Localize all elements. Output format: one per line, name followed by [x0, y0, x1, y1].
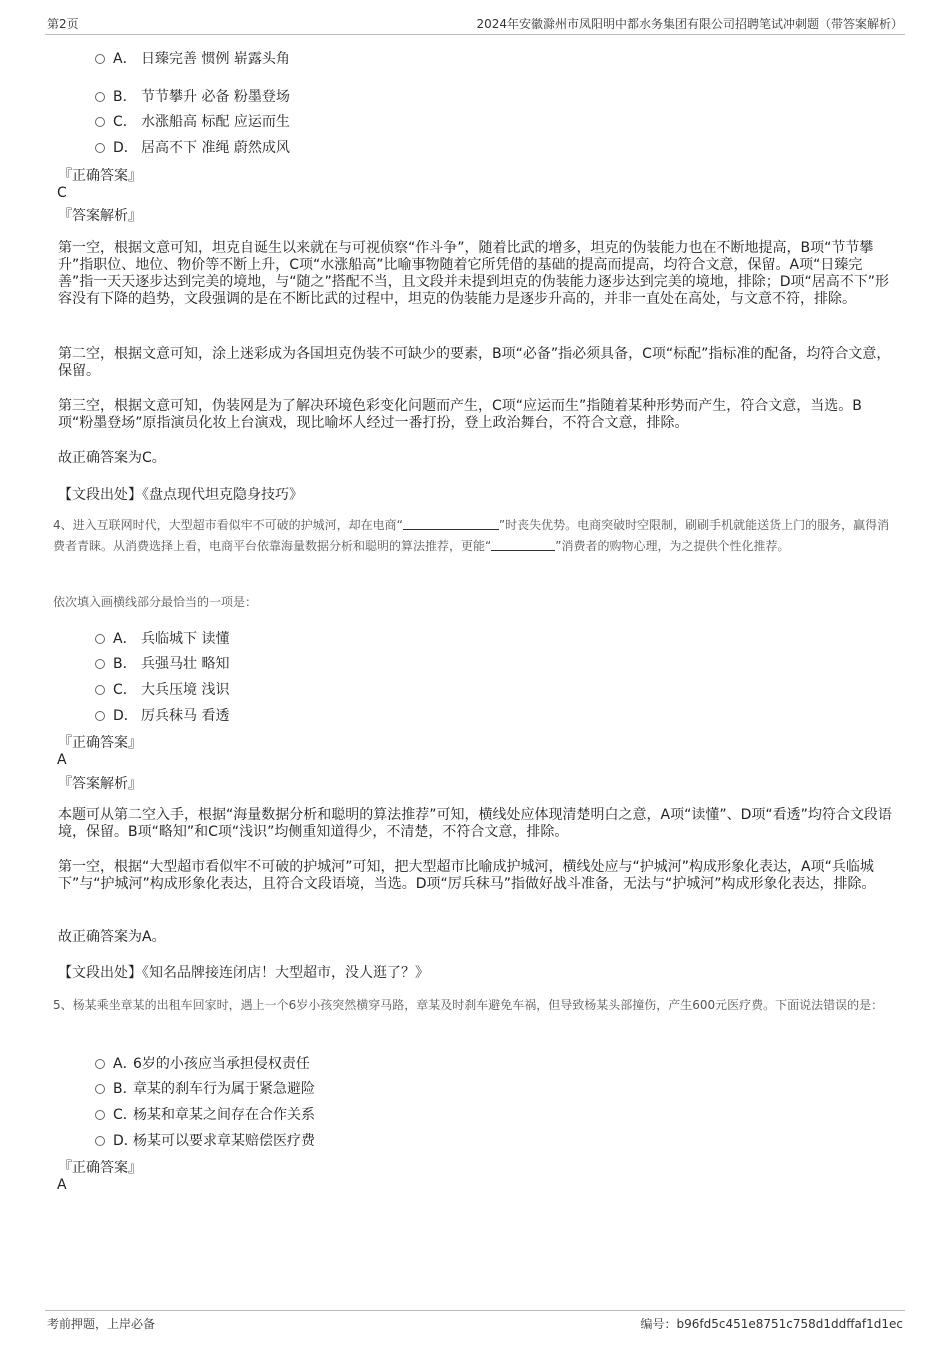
fill-blank [403, 517, 499, 530]
question-stem: 4、进入互联网时代，大型超市看似牢不可破的护城河，却在电商“ ”时丧失优势。电商突破时空限制，刷刷手机就能送货上门的服务，赢得消费者青睐。从消费选择上看，电商平台依靠海量数据分析和聪明的算法推荐，更能“ ”消费者的购物心理，为之提供个性化推荐。 [53, 518, 890, 553]
page-number: 第2页 [47, 17, 79, 31]
answer-label: 『正确答案』 [58, 735, 142, 751]
radio-icon[interactable] [95, 1084, 105, 1094]
option-c[interactable]: C． 水涨船高 标配 应运而生 [95, 111, 290, 131]
option-d[interactable]: D．杨某可以要求章某赔偿医疗费 [95, 1130, 315, 1150]
radio-icon[interactable] [95, 1136, 105, 1146]
analysis-label: 『答案解析』 [58, 776, 142, 792]
correct-answer: A [57, 752, 67, 768]
document-id: 编号：b96fd5c451e8751c758d1ddffaf1d1ec [640, 1317, 903, 1331]
option-d[interactable]: D． 厉兵秣马 看透 [95, 705, 229, 725]
page-header [45, 14, 905, 35]
option-d[interactable]: D． 居高不下 准绳 蔚然成风 [95, 137, 290, 157]
analysis-paragraph: 第三空，根据文意可知，伪装网是为了解决环境色彩变化问题而产生，C项“应运而生”指随着某种形势而产生，符合文意，当选。B项“粉墨登场”原指演员化妆上台演戏，现比喻坏人经过一番打扮，登上政治舞台，不符合文意，排除。 [58, 398, 862, 431]
source-citation: 【文段出处】《知名品牌接连闭店！大型超市，没人逛了？》 [58, 965, 429, 981]
radio-icon[interactable] [95, 92, 105, 102]
option-a[interactable]: A． 兵临城下 读懂 [95, 628, 229, 648]
footer-slogan: 考前押题，上岸必备 [47, 1317, 156, 1331]
option-b[interactable]: B． 节节攀升 必备 粉墨登场 [95, 86, 290, 106]
option-c[interactable]: C． 大兵压境 浅识 [95, 679, 229, 699]
analysis-conclusion: 故正确答案为C。 [58, 450, 166, 466]
analysis-paragraph: 本题可从第二空入手，根据“海量数据分析和聪明的算法推荐”可知，横线处应体现清楚明白之意，A项“读懂”、D项“看透”均符合文段语境，保留。B项“略知”和C项“浅识”均侧重知道得少，不清楚，不符合文意，排除。 [58, 807, 892, 840]
radio-icon[interactable] [95, 54, 105, 64]
radio-icon[interactable] [95, 1110, 105, 1120]
radio-icon[interactable] [95, 143, 105, 153]
analysis-label: 『答案解析』 [58, 208, 142, 224]
question-prompt: 依次填入画横线部分最恰当的一项是： [53, 595, 258, 609]
answer-label: 『正确答案』 [58, 1160, 142, 1176]
fill-blank [491, 538, 555, 551]
radio-icon[interactable] [95, 117, 105, 127]
option-c[interactable]: C．杨某和章某之间存在合作关系 [95, 1104, 315, 1124]
analysis-conclusion: 故正确答案为A。 [58, 929, 166, 945]
correct-answer: A [57, 1177, 67, 1193]
option-a[interactable]: A．6岁的小孩应当承担侵权责任 [95, 1053, 310, 1073]
option-b[interactable]: B．章某的刹车行为属于紧急避险 [95, 1078, 315, 1098]
question-stem: 5、杨某乘坐章某的出租车回家时，遇上一个6岁小孩突然横穿马路，章某及时刹车避免车祸，但导致杨某头部撞伤，产生600元医疗费。下面说法错误的是： [53, 998, 884, 1012]
radio-icon[interactable] [95, 659, 105, 669]
analysis-paragraph: 第一空，根据“大型超市看似牢不可破的护城河”可知，把大型超市比喻成护城河，横线处应与“护城河”构成形象化表达，A项“兵临城下”与“护城河”构成形象化表达，且符合文段语境，当选。D项“厉兵秣马”指做好战斗准备，无法与“护城河”构成形象化表达，排除。 [58, 859, 876, 892]
option-a[interactable]: A． 日臻完善 惯例 崭露头角 [95, 48, 290, 68]
correct-answer: C [57, 185, 67, 201]
analysis-paragraph: 第一空，根据文意可知，坦克自诞生以来就在与可视侦察“作斗争”，随着比武的增多，坦克的伪装能力也在不断地提高，B项“节节攀升”指职位、地位、物价等不断上升，C项“水涨船高”比喻事物随着它所凭借的基础的提高而提高，均符合文意，保留。A项“日臻完善”指一天天逐步达到完美的境地，与“随之”搭配不当，且文段并未提到坦克的伪装能力逐步达到完美的境地，排除；D项“居高不下”形容没有下降的趋势，文段强调的是在不断比武的过程中，坦克的伪装能力是逐步升高的，并非一直处在高处，与文意不符，排除。 [58, 240, 890, 307]
radio-icon[interactable] [95, 685, 105, 695]
radio-icon[interactable] [95, 1059, 105, 1069]
answer-label: 『正确答案』 [58, 168, 142, 184]
radio-icon[interactable] [95, 711, 105, 721]
radio-icon[interactable] [95, 634, 105, 644]
analysis-paragraph: 第二空，根据文意可知，涂上迷彩成为各国坦克伪装不可缺少的要素，B项“必备”指必须具备，C项“标配”指标准的配备，均符合文意，保留。 [58, 346, 891, 379]
page-footer [45, 1310, 905, 1334]
option-b[interactable]: B． 兵强马壮 略知 [95, 653, 229, 673]
source-citation: 【文段出处】《盘点现代坦克隐身技巧》 [58, 487, 303, 503]
document-title: 2024年安徽滁州市凤阳明中都水务集团有限公司招聘笔试冲刺题（带答案解析） [476, 17, 903, 31]
